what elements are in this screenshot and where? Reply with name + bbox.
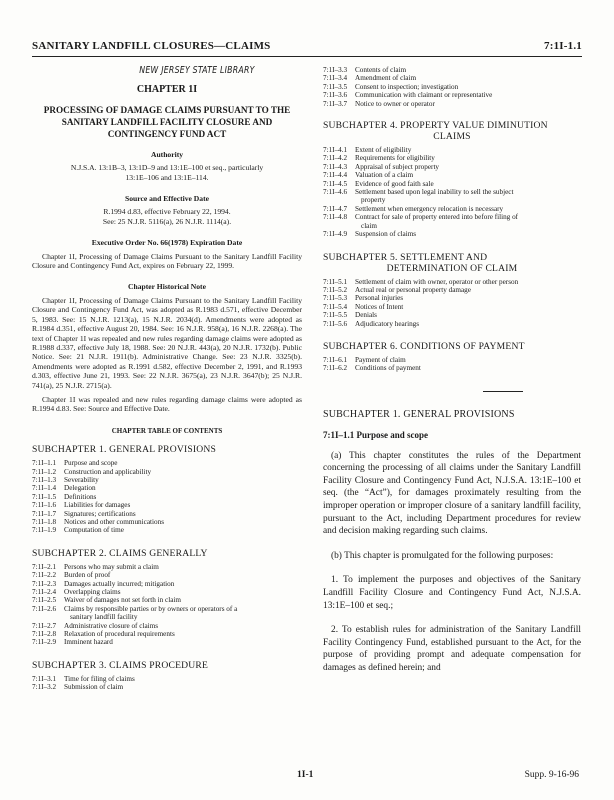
expiration-label: Executive Order No. 66(1978) Expiration Date bbox=[91, 238, 243, 248]
toc-section-title: Burden of proof bbox=[64, 571, 111, 580]
toc-section-title: Notices of Intent bbox=[355, 302, 404, 311]
body-paragraph: 1. To implement the purposes and objectives of the Sanitary Landfill Facility Closure and Contingency Fund Act, N.J.S.A. 13:1E–100 et seq.; bbox=[323, 575, 581, 611]
toc-section-title: Notice to owner or operator bbox=[355, 99, 435, 108]
toc-entry bbox=[32, 622, 302, 630]
chapter-number: CHAPTER 1I bbox=[136, 84, 198, 96]
toc-entry bbox=[32, 563, 302, 571]
toc-entry bbox=[32, 526, 302, 534]
toc-section-title-continuation: claim bbox=[361, 221, 377, 230]
toc-section-title: Amendment of claim bbox=[355, 74, 417, 83]
right-column bbox=[323, 66, 581, 686]
toc-entry-list bbox=[32, 459, 302, 535]
toc-entry bbox=[323, 91, 581, 99]
toc-section-title: Definitions bbox=[64, 492, 97, 501]
toc-entry bbox=[32, 630, 302, 638]
toc-section-number: 7:1I–5.2 bbox=[323, 285, 348, 294]
toc-section-title: Purpose and scope bbox=[64, 459, 118, 468]
toc-section-title: Denials bbox=[355, 311, 377, 320]
toc-section-number: 7:1I–1.6 bbox=[32, 501, 57, 510]
toc-section-number: 7:1I–5.1 bbox=[323, 277, 348, 286]
toc-subchapter-heading bbox=[323, 120, 581, 142]
header-rule bbox=[32, 56, 582, 57]
toc-section-number: 7:1I–3.1 bbox=[32, 674, 57, 683]
toc-section-number: 7:1I–2.2 bbox=[32, 571, 57, 580]
toc-section-number: 7:1I–2.5 bbox=[32, 596, 57, 605]
toc-entry bbox=[323, 364, 581, 372]
body-paragraph: 2. To establish rules for administration of the Sanitary Landfill Facility Contingency Fund, established pursuant to the Act, for the purpose of providing prompt and adequate compensation for damages as defined herein; and bbox=[323, 625, 581, 673]
toc-section-title-line: Settlement based upon legal inability to sell the subject bbox=[355, 188, 514, 197]
toc-section-number: 7:1I–2.3 bbox=[32, 579, 57, 588]
toc-subchapter-heading bbox=[32, 444, 302, 455]
toc-section-title: Communication with claimant or representative bbox=[355, 91, 493, 100]
toc-section-title: Imminent hazard bbox=[64, 638, 113, 647]
toc-section-title: Adjudicatory hearings bbox=[355, 319, 420, 328]
toc-section-title-continuation: sanitary landfill facility bbox=[70, 613, 138, 622]
source-line1: R.1994 d.83, effective February 22, 1994. bbox=[103, 207, 231, 217]
body-paragraph: (b) This chapter is promulgated for the following purposes: bbox=[331, 550, 554, 561]
toc-section-number: 7:1I–1.5 bbox=[32, 492, 57, 501]
toc-entry bbox=[323, 83, 581, 91]
toc-section-number: 7:1I–4.3 bbox=[323, 162, 348, 171]
toc-subchapter-heading-line2: CLAIMS bbox=[433, 131, 471, 143]
toc-right-continued bbox=[323, 66, 581, 114]
toc-entry bbox=[32, 675, 302, 683]
toc-subchapter-heading-line: SUBCHAPTER 4. PROPERTY VALUE DIMINUTION bbox=[323, 120, 548, 132]
toc-entry bbox=[32, 571, 302, 579]
toc-section-title: Suspension of claims bbox=[355, 230, 417, 239]
page-number: 1I-1 bbox=[297, 770, 314, 780]
toc-section-number: 7:1I–1.1 bbox=[32, 459, 57, 468]
toc-section-title bbox=[355, 213, 581, 230]
toc-section-title-line: Contract for sale of property entered into before filing of bbox=[355, 213, 519, 222]
toc-end-rule bbox=[483, 391, 523, 392]
toc-section-title-continuation: property bbox=[361, 196, 386, 205]
toc-entry bbox=[323, 213, 581, 230]
toc-section-number: 7:1I–4.1 bbox=[323, 146, 348, 155]
toc-section-number: 7:1I–4.8 bbox=[323, 213, 348, 222]
toc-section-number: 7:1I–5.6 bbox=[323, 319, 348, 328]
toc-section-number: 7:1I–1.9 bbox=[32, 526, 57, 535]
toc-entry bbox=[32, 518, 302, 526]
toc-entry bbox=[32, 501, 302, 509]
authority-text: N.J.S.A. 13:1B–3, 13:1D–9 and 13:1E–100 et seq., particularly 13:1E–106 and 13:1E–114. bbox=[70, 163, 264, 182]
toc-entry bbox=[323, 74, 581, 82]
toc-section-title: Damages actually incurred; mitigation bbox=[64, 579, 175, 588]
toc-entry-list bbox=[323, 278, 581, 328]
toc-section-title: Persons who may submit a claim bbox=[64, 562, 159, 571]
toc-section-number: 7:1I–1.4 bbox=[32, 484, 57, 493]
toc-subchapter-heading-line: SUBCHAPTER 5. SETTLEMENT AND bbox=[323, 251, 488, 263]
history-text-2: Chapter 1I was repealed and new rules regarding damage claims were adopted as R.1994 d.83. See: Source and Effective Date. bbox=[32, 394, 302, 414]
toc-section-title: Contents of claim bbox=[355, 66, 407, 74]
toc-entry bbox=[323, 294, 581, 302]
main-subchapter-heading: SUBCHAPTER 1. GENERAL PROVISIONS bbox=[323, 408, 515, 420]
toc-section-number: 7:1I–4.9 bbox=[323, 230, 348, 239]
toc-section-title: Conditions of payment bbox=[355, 364, 421, 373]
toc-section-title: Computation of time bbox=[64, 526, 124, 535]
toc-subchapter-heading bbox=[32, 660, 302, 671]
toc-section-number: 7:1I–4.2 bbox=[323, 154, 348, 163]
toc-section-number: 7:1I–5.5 bbox=[323, 311, 348, 320]
toc-section-number: 7:1I–3.7 bbox=[323, 99, 348, 108]
toc-entry bbox=[323, 230, 581, 238]
toc-section-number: 7:1I–6.1 bbox=[323, 355, 348, 364]
source-line2: See: 25 N.J.R. 5116(a), 26 N.J.R. 1114(a). bbox=[102, 216, 232, 226]
library-stamp: NEW JERSEY STATE LIBRARY bbox=[139, 65, 255, 76]
section-body bbox=[323, 450, 581, 675]
toc-section-number: 7:1I–1.8 bbox=[32, 518, 57, 526]
toc-entry bbox=[323, 188, 581, 205]
toc-section-title: Administrative closure of claims bbox=[64, 621, 159, 630]
toc-subchapter-heading bbox=[32, 548, 302, 559]
toc-section-number: 7:1I–4.5 bbox=[323, 179, 348, 188]
toc-section-title: Actual real or personal property damage bbox=[355, 285, 471, 294]
header-title: SANITARY LANDFILL CLOSURES—CLAIMS bbox=[32, 40, 271, 52]
toc-entry bbox=[32, 683, 302, 691]
toc-section-number: 7:1I–1.2 bbox=[32, 467, 57, 476]
toc-subchapter-heading bbox=[323, 341, 581, 352]
toc-entry bbox=[32, 510, 302, 518]
toc-section-title: Overlapping claims bbox=[64, 588, 121, 597]
toc-section-title: Payment of claim bbox=[355, 355, 406, 364]
toc-subchapter-heading-line: SUBCHAPTER 6. CONDITIONS OF PAYMENT bbox=[323, 340, 525, 352]
toc-entry bbox=[32, 493, 302, 501]
toc-section-number: 7:1I–6.2 bbox=[323, 364, 348, 373]
toc-section-number: 7:1I–2.1 bbox=[32, 562, 57, 571]
toc-entry bbox=[32, 580, 302, 588]
toc-section-title: Waiver of damages not set forth in claim bbox=[64, 596, 181, 605]
toc-entry bbox=[323, 303, 581, 311]
toc-entry bbox=[32, 638, 302, 646]
toc-section-title: Personal injuries bbox=[355, 294, 404, 303]
history-label: Chapter Historical Note bbox=[128, 282, 206, 292]
toc-entry bbox=[323, 154, 581, 162]
toc-subchapter-heading-line: SUBCHAPTER 1. GENERAL PROVISIONS bbox=[32, 444, 217, 456]
toc-section-title: Consent to inspection; investigation bbox=[355, 82, 459, 91]
toc-section-number: 7:1I–5.3 bbox=[323, 294, 348, 303]
toc-section-title-line: Claims by responsible parties or by owners or operators of a bbox=[64, 604, 238, 613]
toc-section-number: 7:1I–4.7 bbox=[323, 204, 348, 213]
toc-entry bbox=[32, 459, 302, 467]
toc-subchapter-heading-line2: DETERMINATION OF CLAIM bbox=[386, 262, 518, 274]
toc-section-title: Construction and applicability bbox=[64, 467, 152, 476]
toc-section-title: Signatures; certifications bbox=[64, 509, 136, 518]
toc-left bbox=[32, 444, 302, 699]
toc-section-number: 7:1I–2.4 bbox=[32, 588, 57, 597]
toc-section-number: 7:1I–1.3 bbox=[32, 475, 57, 484]
toc-right bbox=[323, 120, 581, 380]
toc-title: CHAPTER TABLE OF CONTENTS bbox=[111, 426, 223, 435]
toc-entry bbox=[32, 476, 302, 484]
toc-section-number: 7:1I–4.6 bbox=[323, 188, 348, 197]
left-column bbox=[32, 66, 302, 699]
toc-section-number: 7:1I–2.8 bbox=[32, 630, 57, 639]
toc-section-number: 7:1I–2.6 bbox=[32, 604, 57, 613]
toc-section-number: 7:1I–1.7 bbox=[32, 509, 57, 518]
toc-section-number: 7:1I–3.3 bbox=[323, 66, 348, 74]
toc-section-title: Relaxation of procedural requirements bbox=[64, 630, 175, 639]
toc-entry-list bbox=[32, 675, 302, 692]
toc-entry bbox=[32, 588, 302, 596]
toc-section-title: Delegation bbox=[64, 484, 96, 493]
toc-entry-list bbox=[323, 356, 581, 373]
toc-subchapter-heading bbox=[323, 252, 581, 274]
toc-entry bbox=[32, 484, 302, 492]
toc-section-number: 7:1I–3.5 bbox=[323, 82, 348, 91]
toc-entry bbox=[323, 180, 581, 188]
toc-section-title: Evidence of good faith sale bbox=[355, 179, 434, 188]
toc-entry bbox=[323, 205, 581, 213]
toc-section-number: 7:1I–3.2 bbox=[32, 683, 57, 692]
history-text: Chapter 1I, Processing of Damage Claims Pursuant to the Sanitary Landfill Facility Closure and Contingency Fund Act, was adopted as R.1983 d.571, effective December 5, 1983. See: 15 N.J.R. 1213(a), 15 N.J.R. 2034(d). Amendments were adopted as R.1984 d.351, effective August 20, 1984. See: 16 N.J.R. 958(a), 16 N.J.R. 2268(a). The text of Chapter 1I was repealed and new rules regarding damage claims were adopted as R.1988 d.337, effective July 18, 1988. See: 20 N.J.R. 443(a), 20 N.J.R. 1732(b). Public Notice. See: 21 N.J.R. 1911(b). Administrative Change. See: 23 N.J.R. 3325(b). Amendments were adopted as R.1991 d.582, effective December 2, 1991, and R.1993 d.303, effective June 21, 1993. See: 22 N.J.R. 3675(a), 23 N.J.R. 3647(b); 25 N.J.R. 741(a), 25 N.J.R. 2715(a). bbox=[32, 295, 302, 390]
authority-label: Authority bbox=[150, 149, 184, 159]
toc-entry bbox=[323, 311, 581, 319]
toc-entry bbox=[32, 596, 302, 604]
toc-entry bbox=[32, 468, 302, 476]
source-label: Source and Effective Date bbox=[124, 194, 209, 204]
toc-section-title: Liabilities for damages bbox=[64, 501, 131, 510]
supplement-date: Supp. 9-16-96 bbox=[524, 770, 579, 780]
toc-entry bbox=[323, 286, 581, 294]
toc-section-title: Requirements for eligibility bbox=[355, 154, 435, 163]
section-heading: 7:1I–1.1 Purpose and scope bbox=[323, 430, 429, 441]
toc-entry-list bbox=[323, 146, 581, 238]
toc-section-number: 7:1I–5.4 bbox=[323, 302, 348, 311]
toc-entry-list bbox=[32, 563, 302, 647]
toc-entry bbox=[323, 100, 581, 108]
header-section-number: 7:1I-1.1 bbox=[544, 40, 582, 52]
toc-entry bbox=[32, 605, 302, 622]
toc-section-title: Appraisal of subject property bbox=[355, 162, 440, 171]
toc-section-number: 7:1I–3.4 bbox=[323, 74, 348, 83]
toc-entry bbox=[323, 171, 581, 179]
toc-subchapter-heading-line: SUBCHAPTER 2. CLAIMS GENERALLY bbox=[32, 547, 208, 559]
toc-entry bbox=[323, 278, 581, 286]
toc-subchapter-heading-line: SUBCHAPTER 3. CLAIMS PROCEDURE bbox=[32, 659, 209, 671]
toc-entry bbox=[323, 163, 581, 171]
toc-section-title bbox=[355, 188, 581, 205]
toc-section-title: Settlement of claim with owner, operator or other person bbox=[355, 277, 519, 286]
toc-entry bbox=[323, 356, 581, 364]
toc-section-number: 7:1I–3.6 bbox=[323, 91, 348, 100]
toc-section-number: 7:1I–4.4 bbox=[323, 171, 348, 180]
toc-entry bbox=[323, 66, 581, 74]
toc-section-title: Severability bbox=[64, 475, 99, 484]
chapter-title: PROCESSING OF DAMAGE CLAIMS PURSUANT TO THE SANITARY LANDFILL FACILITY CLOSURE AND CONTINGENCY FUND ACT bbox=[43, 104, 291, 139]
toc-section-title bbox=[64, 605, 302, 622]
toc-entry bbox=[323, 320, 581, 328]
toc-section-title: Notices and other communications bbox=[64, 518, 165, 526]
toc-entry bbox=[323, 146, 581, 154]
body-paragraph: (a) This chapter constitutes the rules of the Department concerning the processing of all claims under the Sanitary Landfill Facility Closure and Contingency Fund Act, N.J.S.A. 13:1E–100 et seq. (the “Act”), for damages proximately resulting from the improper operation or improper closure of a sanitary landfill facility, pursuant to the Act, including Department procedures for review and decision making regarding such claims. bbox=[323, 450, 581, 537]
toc-section-title: Extent of eligibility bbox=[355, 146, 412, 155]
toc-section-title: Time for filing of claims bbox=[64, 674, 135, 683]
toc-section-title: Settlement when emergency relocation is necessary bbox=[355, 204, 504, 213]
toc-section-number: 7:1I–2.9 bbox=[32, 638, 57, 647]
toc-section-title: Valuation of a claim bbox=[355, 171, 414, 180]
toc-section-title: Submission of claim bbox=[64, 683, 124, 692]
toc-section-number: 7:1I–2.7 bbox=[32, 621, 57, 630]
expiration-text: Chapter 1I, Processing of Damage Claims Pursuant to the Sanitary Landfill Facility Closure and Contingency Fund Act, expires on February 22, 1999. bbox=[32, 251, 302, 271]
